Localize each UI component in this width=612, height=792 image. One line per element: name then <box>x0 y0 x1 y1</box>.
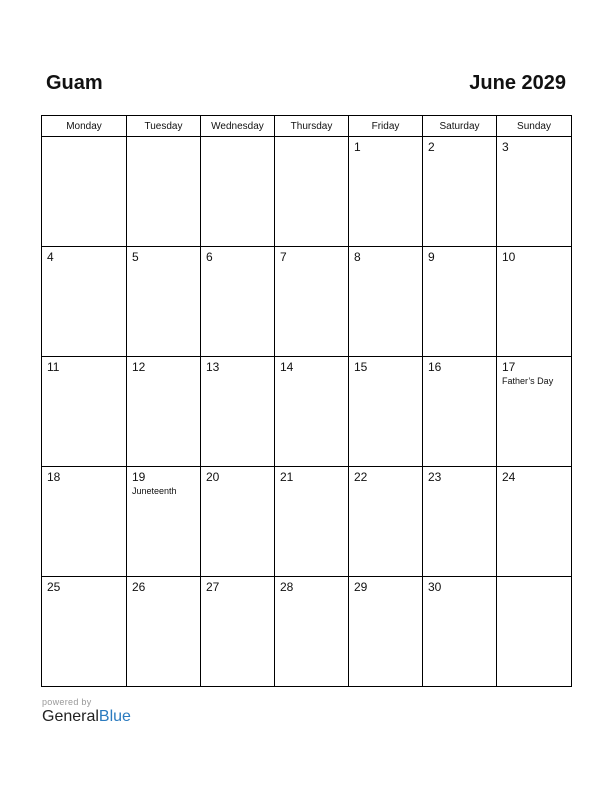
month-year-title: June 2029 <box>469 72 566 94</box>
day-number: 15 <box>354 360 368 374</box>
day-number <box>201 137 274 141</box>
week-row <box>42 137 572 247</box>
day-cell <box>423 137 497 247</box>
week-row <box>42 247 572 357</box>
day-cell <box>423 357 497 467</box>
calendar-header <box>46 72 566 98</box>
day-number: 26 <box>132 580 146 594</box>
day-number: 6 <box>206 250 213 264</box>
month-calendar-grid <box>41 115 572 687</box>
day-cell <box>497 357 572 467</box>
day-cell <box>42 467 127 577</box>
day-number: 27 <box>206 580 220 594</box>
weekday-thursday: Thursday <box>275 116 349 137</box>
day-cell <box>42 357 127 467</box>
day-cell <box>349 137 423 247</box>
week-row <box>42 357 572 467</box>
day-cell <box>127 467 201 577</box>
day-number <box>127 137 200 141</box>
brand-general-text: General <box>42 708 99 725</box>
day-cell <box>423 247 497 357</box>
day-number: 18 <box>47 470 61 484</box>
day-number: 11 <box>47 360 60 374</box>
brand-blue-text: Blue <box>98 708 131 725</box>
day-number: 5 <box>132 250 139 264</box>
day-cell <box>423 467 497 577</box>
day-cell <box>127 577 201 687</box>
day-number: 8 <box>354 250 361 264</box>
day-number: 13 <box>206 360 220 374</box>
generalblue-logo <box>42 708 131 726</box>
day-number: 2 <box>428 140 435 154</box>
day-cell <box>349 577 423 687</box>
weekday-sunday: Sunday <box>497 116 572 137</box>
day-cell <box>349 247 423 357</box>
day-cell <box>349 467 423 577</box>
day-number: 25 <box>47 580 61 594</box>
day-cell <box>127 357 201 467</box>
day-cell <box>42 577 127 687</box>
weekday-tuesday: Tuesday <box>127 116 201 137</box>
weekday-wednesday: Wednesday <box>201 116 275 137</box>
day-cell <box>497 137 572 247</box>
day-cell <box>275 247 349 357</box>
weekday-monday: Monday <box>42 116 127 137</box>
day-number: 24 <box>502 470 516 484</box>
weeks-body <box>42 137 572 687</box>
day-cell <box>127 247 201 357</box>
day-number: 14 <box>280 360 294 374</box>
holiday-label: Juneteenth <box>132 486 177 496</box>
footer-branding <box>42 697 131 726</box>
day-number: 12 <box>132 360 146 374</box>
day-number: 30 <box>428 580 442 594</box>
day-number: 9 <box>428 250 435 264</box>
day-cell <box>42 247 127 357</box>
day-number: 4 <box>47 250 54 264</box>
day-cell <box>497 467 572 577</box>
day-cell <box>42 137 127 247</box>
day-number: 16 <box>428 360 442 374</box>
weekday-header-row <box>42 116 572 137</box>
day-cell <box>497 577 572 687</box>
day-cell <box>201 577 275 687</box>
day-cell <box>275 357 349 467</box>
weekday-friday: Friday <box>349 116 423 137</box>
day-cell <box>275 577 349 687</box>
weekday-saturday: Saturday <box>423 116 497 137</box>
day-number <box>497 577 571 581</box>
day-number: 21 <box>280 470 294 484</box>
day-cell <box>201 467 275 577</box>
day-number: 23 <box>428 470 442 484</box>
day-number: 29 <box>354 580 368 594</box>
day-cell <box>201 137 275 247</box>
day-cell <box>201 357 275 467</box>
week-row <box>42 467 572 577</box>
day-cell <box>275 137 349 247</box>
day-number: 1 <box>354 140 361 154</box>
day-cell <box>349 357 423 467</box>
day-cell <box>127 137 201 247</box>
powered-by-text: powered by <box>42 697 92 707</box>
day-cell <box>275 467 349 577</box>
week-row <box>42 577 572 687</box>
day-number: 17 <box>502 360 516 374</box>
day-number: 3 <box>502 140 509 154</box>
holiday-label: Father’s Day <box>502 376 554 386</box>
day-number: 22 <box>354 470 368 484</box>
day-cell <box>497 247 572 357</box>
day-cell <box>201 247 275 357</box>
day-number: 19 <box>132 470 146 484</box>
day-number <box>275 137 348 141</box>
region-title: Guam <box>46 72 103 94</box>
day-number: 10 <box>502 250 516 264</box>
day-number: 7 <box>280 250 287 264</box>
day-cell <box>423 577 497 687</box>
day-number <box>42 137 126 141</box>
day-number: 28 <box>280 580 294 594</box>
day-number: 20 <box>206 470 220 484</box>
